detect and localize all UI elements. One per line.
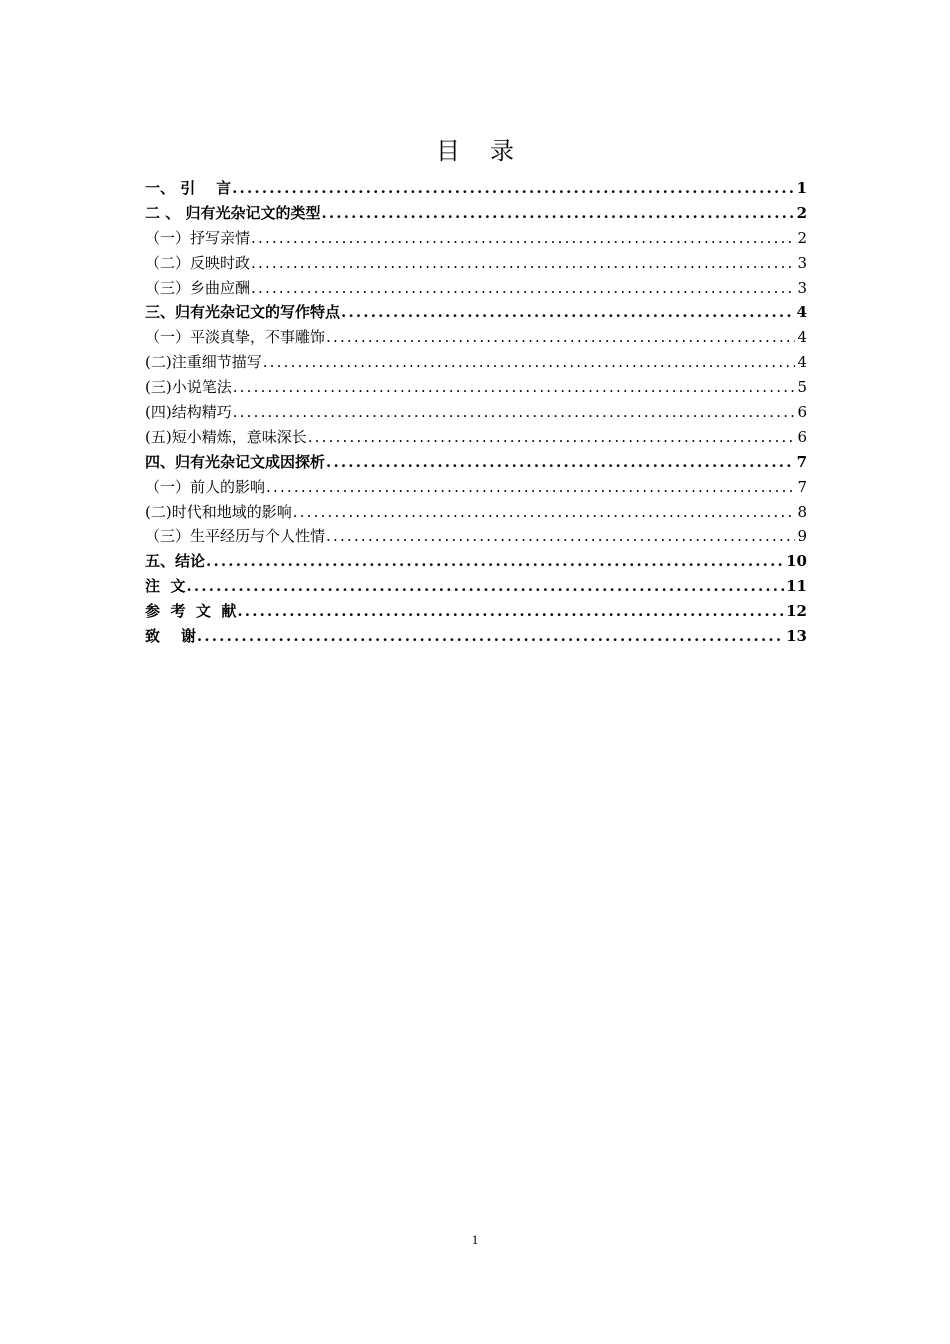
- toc-entry-label: （一）抒写亲情: [145, 228, 251, 247]
- toc-entry-label: 三、归有光杂记文的写作特点: [145, 303, 341, 322]
- toc-entry-page: 11: [786, 577, 807, 596]
- toc-entry-page: 10: [786, 552, 807, 571]
- toc-leader-dots: [250, 226, 795, 251]
- toc-leader-dots: [250, 276, 795, 301]
- toc-entry-section-3-4[interactable]: [145, 400, 807, 425]
- toc-leader-dots: [262, 350, 796, 375]
- toc-leader-dots: [185, 574, 784, 599]
- toc-entry-section-4-2[interactable]: [145, 500, 807, 525]
- toc-entry-label: （一）平淡真挚，不事雕饰: [145, 328, 326, 347]
- toc-entry-conclusion[interactable]: [145, 549, 807, 574]
- toc-entry-introduction[interactable]: [145, 176, 807, 201]
- toc-entry-label: 二 、 归有光杂记文的类型: [145, 203, 321, 222]
- toc-leader-dots: [340, 300, 795, 325]
- toc-leader-dots: [307, 425, 796, 450]
- toc-entry-chapter-3[interactable]: [145, 300, 807, 325]
- toc-entry-page: 4: [796, 303, 807, 322]
- toc-entry-label: (四)结构精巧: [145, 403, 232, 422]
- toc-entry-page: 7: [796, 452, 807, 471]
- toc-entry-chapter-2[interactable]: [145, 201, 807, 226]
- toc-entry-page: 8: [797, 502, 807, 521]
- toc-entry-label: (二)时代和地域的影响: [145, 502, 292, 521]
- toc-entry-page: 5: [797, 378, 807, 397]
- toc-entry-label: （一）前人的影响: [145, 477, 266, 496]
- toc-entry-page: 4: [797, 353, 807, 372]
- toc-leader-dots: [231, 176, 794, 201]
- toc-entry-section-4-3[interactable]: [145, 524, 807, 549]
- toc-entry-page: 2: [797, 228, 807, 247]
- toc-entry-label: （三）乡曲应酬: [145, 278, 251, 297]
- footer-page-number: 1: [471, 1232, 479, 1247]
- toc-entry-label: (五)短小精炼，意味深长: [145, 427, 307, 446]
- toc-entry-page: 1: [796, 179, 807, 197]
- toc-entry-section-4-1[interactable]: [145, 475, 807, 500]
- toc-entry-references[interactable]: [145, 599, 807, 624]
- table-of-contents: [145, 176, 807, 649]
- toc-entry-notes[interactable]: [145, 574, 807, 599]
- toc-entry-label: 一、 引 言: [145, 179, 232, 197]
- toc-entry-label: 参 考 文 献: [145, 602, 237, 621]
- toc-entry-label: 注 文: [145, 577, 186, 596]
- toc-entry-page: 6: [797, 403, 807, 422]
- toc-entry-label: 五、结论: [145, 552, 206, 571]
- toc-leader-dots: [196, 624, 784, 649]
- toc-entry-label: （三）生平经历与个人性情: [145, 527, 326, 546]
- toc-leader-dots: [325, 325, 795, 350]
- toc-entry-label: （二）反映时政: [145, 253, 251, 272]
- toc-entry-section-3-3[interactable]: [145, 375, 807, 400]
- toc-leader-dots: [325, 450, 795, 475]
- toc-entry-page: 7: [797, 477, 807, 496]
- toc-entry-page: 2: [796, 203, 807, 222]
- toc-leader-dots: [265, 475, 795, 500]
- toc-leader-dots: [236, 599, 784, 624]
- toc-entry-acknowledgements[interactable]: [145, 624, 807, 649]
- page-title: 目录: [436, 137, 544, 165]
- toc-entry-page: 3: [797, 278, 807, 297]
- toc-leader-dots: [205, 549, 784, 574]
- toc-entry-page: 9: [797, 527, 807, 546]
- toc-leader-dots: [232, 400, 796, 425]
- toc-entry-label: 四、归有光杂记文成因探析: [145, 452, 326, 471]
- toc-entry-page: 12: [786, 602, 807, 621]
- toc-leader-dots: [325, 524, 795, 549]
- toc-entry-page: 13: [786, 627, 807, 646]
- toc-entry-section-2-1[interactable]: [145, 226, 807, 251]
- toc-entry-section-3-5[interactable]: [145, 425, 807, 450]
- toc-entry-label: (三)小说笔法: [145, 378, 232, 397]
- toc-leader-dots: [320, 201, 794, 226]
- toc-entry-section-3-2[interactable]: [145, 350, 807, 375]
- toc-entry-chapter-4[interactable]: [145, 450, 807, 475]
- toc-entry-section-2-2[interactable]: [145, 251, 807, 276]
- toc-entry-label: 致 谢: [145, 627, 196, 646]
- toc-leader-dots: [292, 500, 796, 525]
- toc-entry-page: 4: [797, 328, 807, 347]
- toc-entry-section-3-1[interactable]: [145, 325, 807, 350]
- toc-entry-page: 6: [797, 427, 807, 446]
- toc-entry-page: 3: [797, 253, 807, 272]
- toc-entry-section-2-3[interactable]: [145, 276, 807, 301]
- toc-leader-dots: [250, 251, 795, 276]
- toc-entry-label: (二)注重细节描写: [145, 353, 262, 372]
- toc-leader-dots: [232, 375, 796, 400]
